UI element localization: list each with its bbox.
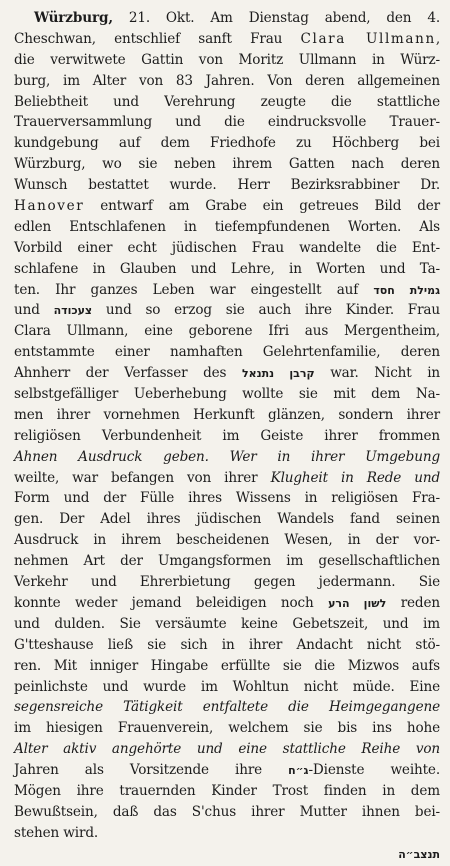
text-run: 21. Okt. Am Dienstag abend, den 4. — [112, 10, 440, 26]
article-line — [14, 593, 440, 614]
text-run: men ihrer vornehmen Herkunft glänzen, sondern ihrer — [14, 406, 440, 423]
hebrew-phrase: צעכודה — [53, 304, 93, 318]
article-line — [14, 468, 440, 489]
hebrew-phrase: גמילת חסד — [373, 283, 440, 297]
text-run: nehmen Art der Umgangsformen im gesellschaftlichen — [14, 553, 440, 570]
text-run: Vorbild einer echt jüdischen Frau wandelte die Ent- — [14, 239, 440, 256]
text-run: Wunsch bestattet wurde. Herr Bezirksrabbiner Dr. — [14, 177, 440, 194]
article-line — [14, 175, 440, 196]
text-run: Clara Ullmann, eine geborene Ifri aus Mergentheim, — [14, 323, 440, 340]
article-line — [14, 614, 440, 635]
article-line — [14, 300, 440, 321]
text-run: war. Nicht in — [314, 365, 441, 382]
article-line — [14, 112, 440, 133]
article-line — [14, 71, 440, 92]
article-line — [14, 363, 440, 384]
text-run: kundgebung auf dem Friedhofe zu Höchberg bei — [14, 135, 440, 152]
text-run: Trauerversammlung und die eindrucksvolle Trauer- — [14, 114, 440, 131]
article-line — [14, 718, 440, 739]
text-run: im hiesigen Frauenverein, welchem sie bis ins hohe — [14, 720, 440, 737]
article-line — [14, 426, 440, 447]
text-run: peinlichste und wurde im Wohltun nicht müde. Eine — [14, 678, 440, 695]
article-line — [14, 29, 440, 50]
text-run: Form und der Fülle ihres Wissens in religiösen Fra- — [14, 490, 440, 507]
hebrew-phrase: ג״ח — [288, 764, 309, 778]
article-line — [14, 635, 440, 656]
text-run: weilte, war befangen von ihrer — [14, 469, 271, 486]
text-run: Würzburg, wo sie neben ihrem Gatten nach deren — [14, 156, 440, 173]
text-run: ten. Ihr ganzes Leben war eingestellt auf — [14, 281, 374, 298]
text-run: Clara Ullmann — [300, 30, 436, 47]
text-run: Bewußtsein, daß das S'chus ihrer Mutter ihnen bei- — [14, 803, 440, 820]
text-run: Hanover — [14, 198, 85, 215]
article-line — [14, 739, 440, 760]
hebrew-phrase: קרבן נתנאל — [241, 367, 315, 381]
article-line — [14, 781, 440, 802]
text-run: Cheschwan, entschlief sanft Frau — [14, 30, 301, 47]
text-run: burg, im Alter von 83 Jahren. Von deren allgemeinen — [14, 72, 440, 89]
article-line — [14, 92, 440, 113]
text-run: die verwitwete Gattin von Moritz Ullmann in Würz- — [14, 51, 440, 68]
text-run: Ahnen Ausdruck geben. — [14, 448, 209, 465]
article-line — [14, 488, 440, 509]
article-line — [14, 447, 440, 468]
article-line — [14, 321, 440, 342]
article-line — [14, 280, 440, 301]
article-line — [14, 8, 440, 29]
text-run: Würzburg, — [34, 10, 113, 26]
text-run: segensreiche Tätigkeit entfaltete die Heimgegangene — [14, 699, 440, 716]
text-run: religiösen Verbundenheit im Geiste ihrer frommen — [14, 427, 440, 444]
text-run: gen. Der Adel ihres jüdischen Wandels fand seinen — [14, 511, 440, 528]
text-run: Beliebtheit und Verehrung zeugte die stattliche — [14, 93, 440, 110]
article-line — [14, 342, 440, 363]
text-run: Jahren als Vorsitzende ihre — [14, 762, 289, 779]
text-run: Wer in ihrer Umgebung — [229, 448, 440, 465]
text-run: Verkehr und Ehrerbietung gegen jedermann. Sie — [14, 574, 440, 591]
text-run: stehen wird. — [14, 824, 99, 841]
text-run: , — [435, 30, 440, 47]
text-run: Ausdruck in ihrem bescheidenen Wesen, in der vor- — [14, 532, 440, 549]
text-run: und — [14, 302, 54, 319]
article-line — [14, 823, 440, 844]
hebrew-phrase: לשון הרע — [328, 596, 387, 610]
text-run: und so erzog sie auch ihre Kinder. Frau — [92, 302, 440, 319]
article-line — [14, 154, 440, 175]
hebrew-phrase: תנצב״ה — [398, 847, 440, 861]
text-run: konnte weder jemand beleidigen noch — [14, 594, 329, 611]
article-line — [14, 509, 440, 530]
text-run: Alter aktiv angehörte und eine stattliche Reihe von — [14, 741, 440, 758]
article-line — [14, 677, 440, 698]
text-run: selbstgefälliger Ueberhebung wollte sie mit dem Na- — [14, 386, 440, 403]
article-line — [14, 572, 440, 593]
article-line — [14, 217, 440, 238]
article-line — [14, 259, 440, 280]
text-run: -Dienste weihte. — [308, 762, 441, 779]
text-run: entwarf am Grabe ein getreues Bild der — [84, 198, 440, 215]
article-line — [14, 551, 440, 572]
text-run: reden — [386, 594, 440, 611]
obituary-article — [14, 8, 440, 865]
text-run: G'tteshause ließ sie sich in ihrer Andacht nicht stö- — [14, 636, 440, 653]
article-line — [14, 802, 440, 823]
article-line — [14, 384, 440, 405]
text-run: Mögen ihre trauernden Kinder Trost finden in dem — [14, 782, 440, 799]
text-run: ren. Mit inniger Hingabe erfüllte sie die Mizwos aufs — [14, 657, 440, 674]
text-run — [209, 449, 230, 465]
article-line — [14, 697, 440, 718]
text-run: Ahnherr der Verfasser des — [14, 365, 242, 382]
article-line — [14, 196, 440, 217]
text-run: und dulden. Sie versäumte keine Gebetszeit, und im — [14, 615, 440, 632]
article-line — [14, 656, 440, 677]
text-run: Klugheit in Rede und — [270, 469, 440, 486]
article-line — [14, 50, 440, 71]
text-run: edlen Entschlafenen in tiefempfundenen Worten. Als — [14, 218, 440, 235]
article-line — [14, 238, 440, 259]
article-line — [14, 530, 440, 551]
text-run: schlafene in Glauben und Lehre, in Worten und Ta- — [14, 260, 440, 277]
text-run: entstammte einer namhaften Gelehrtenfamilie, deren — [14, 344, 440, 361]
article-line — [14, 133, 440, 154]
article-line — [14, 844, 440, 865]
article-line — [14, 760, 440, 781]
article-line — [14, 405, 440, 426]
